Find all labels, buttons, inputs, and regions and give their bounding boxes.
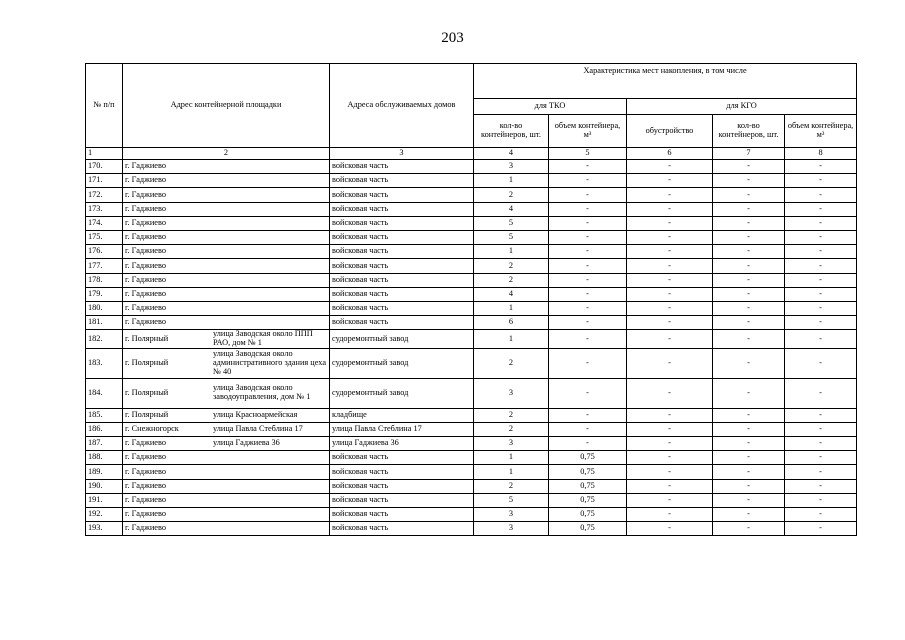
row-number: 178. [86,273,123,287]
column-number: 5 [549,148,627,160]
site-street: улица Заводская около заводоуправления, дом № 1 [213,383,311,402]
site-address [123,408,330,422]
served-houses: войсковая часть [330,316,474,330]
site-address [123,348,330,378]
header-characteristics-group: Характеристика мест накопления, в том числе [474,64,857,99]
kgo-container-volume: - [785,493,857,507]
table-row [86,465,857,479]
kgo-container-count: - [713,479,785,493]
header-tko-group: для ТКО [474,99,627,115]
header-tko-volume: объем контейнера, м³ [549,115,627,148]
site-city: г. Гаджиево [125,480,166,490]
row-number: 191. [86,493,123,507]
kgo-facility: - [627,330,713,348]
site-city: г. Гаджиево [125,189,166,199]
tko-container-volume: - [549,437,627,451]
served-houses: войсковая часть [330,273,474,287]
table-row [86,259,857,273]
served-houses: судоремонтный завод [330,348,474,378]
kgo-container-count: - [713,522,785,536]
served-houses: войсковая часть [330,188,474,202]
served-houses: войсковая часть [330,174,474,188]
row-number: 170. [86,160,123,174]
kgo-container-volume: - [785,160,857,174]
site-address [123,378,330,408]
kgo-facility: - [627,378,713,408]
tko-container-count: 2 [474,259,549,273]
kgo-container-count: - [713,188,785,202]
site-address [123,422,330,436]
table-row [86,422,857,436]
row-number: 174. [86,216,123,230]
tko-container-count: 2 [474,408,549,422]
column-number: 4 [474,148,549,160]
served-houses: войсковая часть [330,479,474,493]
table-row [86,287,857,301]
kgo-container-volume: - [785,202,857,216]
served-houses: улица Павла Стеблина 17 [330,422,474,436]
served-houses: войсковая часть [330,230,474,244]
kgo-container-volume: - [785,479,857,493]
site-city: г. Гаджиево [125,466,166,476]
site-city: г. Гаджиево [125,260,166,270]
table-header [86,64,857,160]
row-number: 185. [86,408,123,422]
tko-container-count: 5 [474,493,549,507]
row-number: 179. [86,287,123,301]
served-houses: войсковая часть [330,301,474,315]
kgo-container-count: - [713,202,785,216]
row-number: 183. [86,348,123,378]
tko-container-volume: - [549,408,627,422]
tko-container-volume: - [549,230,627,244]
tko-container-volume: - [549,287,627,301]
site-address [123,202,330,216]
kgo-container-volume: - [785,507,857,521]
row-number: 190. [86,479,123,493]
tko-container-count: 6 [474,316,549,330]
site-city: г. Гаджиево [125,317,166,327]
column-number-row [86,148,857,160]
site-city: г. Снежногорск [125,424,179,434]
served-houses: войсковая часть [330,522,474,536]
kgo-container-volume: - [785,301,857,315]
kgo-container-volume: - [785,408,857,422]
site-address [123,522,330,536]
site-city: г. Гаджиево [125,303,166,313]
kgo-container-count: - [713,465,785,479]
served-houses: войсковая часть [330,507,474,521]
tko-container-volume: - [549,245,627,259]
tko-container-volume: - [549,188,627,202]
kgo-container-volume: - [785,245,857,259]
kgo-container-count: - [713,330,785,348]
served-houses: улица Гаджиева 36 [330,437,474,451]
row-number: 193. [86,522,123,536]
table-row [86,437,857,451]
site-address [123,451,330,465]
kgo-container-volume: - [785,287,857,301]
site-city: г. Гаджиево [125,203,166,213]
kgo-container-volume: - [785,348,857,378]
kgo-container-volume: - [785,188,857,202]
site-city: г. Полярный [125,333,169,343]
kgo-container-count: - [713,378,785,408]
site-city: г. Гаджиево [125,161,166,171]
tko-container-count: 2 [474,422,549,436]
kgo-container-count: - [713,316,785,330]
header-kgo-group: для КГО [627,99,857,115]
site-city: г. Гаджиево [125,452,166,462]
site-address [123,301,330,315]
row-number: 176. [86,245,123,259]
kgo-container-count: - [713,259,785,273]
table-row [86,188,857,202]
kgo-container-count: - [713,301,785,315]
kgo-facility: - [627,174,713,188]
served-houses: войсковая часть [330,493,474,507]
tko-container-count: 4 [474,202,549,216]
kgo-facility: - [627,522,713,536]
kgo-facility: - [627,287,713,301]
tko-container-count: 2 [474,348,549,378]
table-row [86,230,857,244]
tko-container-volume: 0,75 [549,522,627,536]
site-city: г. Гаджиево [125,495,166,505]
header-col-number: № п/п [86,64,123,148]
served-houses: войсковая часть [330,287,474,301]
kgo-container-volume: - [785,465,857,479]
tko-container-volume: - [549,422,627,436]
row-number: 172. [86,188,123,202]
kgo-facility: - [627,245,713,259]
table-row [86,245,857,259]
table-row [86,408,857,422]
site-address [123,330,330,348]
site-city: г. Гаджиево [125,217,166,227]
served-houses: войсковая часть [330,259,474,273]
tko-container-volume: 0,75 [549,465,627,479]
tko-container-count: 3 [474,437,549,451]
tko-container-count: 1 [474,174,549,188]
kgo-facility: - [627,408,713,422]
table-row [86,330,857,348]
kgo-container-volume: - [785,378,857,408]
served-houses: войсковая часть [330,160,474,174]
tko-container-count: 3 [474,507,549,521]
kgo-container-volume: - [785,316,857,330]
tko-container-volume: 0,75 [549,507,627,521]
row-number: 192. [86,507,123,521]
kgo-facility: - [627,316,713,330]
site-city: г. Гаджиево [125,175,166,185]
header-col-houses-address: Адреса обслуживаемых домов [330,64,474,148]
site-address [123,259,330,273]
site-address [123,174,330,188]
kgo-container-volume: - [785,522,857,536]
row-number: 187. [86,437,123,451]
kgo-facility: - [627,202,713,216]
kgo-facility: - [627,259,713,273]
table-row [86,316,857,330]
site-street: улица Красноармейская [213,409,298,419]
kgo-container-volume: - [785,451,857,465]
site-city: г. Гаджиево [125,274,166,284]
column-number: 7 [713,148,785,160]
column-number: 3 [330,148,474,160]
site-address [123,465,330,479]
table-row [86,301,857,315]
kgo-facility: - [627,437,713,451]
header-kgo-volume: объем контейнера, м³ [785,115,857,148]
container-sites-table [85,63,857,536]
kgo-container-count: - [713,174,785,188]
tko-container-count: 1 [474,330,549,348]
row-number: 182. [86,330,123,348]
row-number: 189. [86,465,123,479]
tko-container-count: 3 [474,378,549,408]
site-address [123,245,330,259]
column-number: 2 [123,148,330,160]
site-street: улица Заводская около ППП РАО, дом № 1 [213,329,313,347]
site-address [123,316,330,330]
table-row [86,522,857,536]
kgo-container-volume: - [785,422,857,436]
kgo-container-count: - [713,507,785,521]
kgo-container-count: - [713,348,785,378]
row-number: 186. [86,422,123,436]
site-city: г. Полярный [125,387,169,397]
table-row [86,451,857,465]
site-address [123,216,330,230]
site-street: улица Заводская около административного здания цеха № 40 [213,349,327,376]
row-number: 177. [86,259,123,273]
tko-container-count: 2 [474,273,549,287]
kgo-facility: - [627,451,713,465]
site-address [123,188,330,202]
tko-container-volume: - [549,301,627,315]
kgo-container-count: - [713,160,785,174]
header-col-site-address: Адрес контейнерной площадки [123,64,330,148]
tko-container-volume: - [549,202,627,216]
tko-container-count: 5 [474,216,549,230]
table-row [86,479,857,493]
table-row [86,174,857,188]
kgo-container-volume: - [785,216,857,230]
tko-container-volume: - [549,216,627,230]
served-houses: судоремонтный завод [330,378,474,408]
column-number: 1 [86,148,123,160]
table-row [86,216,857,230]
kgo-container-volume: - [785,437,857,451]
kgo-container-volume: - [785,230,857,244]
site-address [123,479,330,493]
kgo-container-count: - [713,493,785,507]
kgo-container-count: - [713,422,785,436]
kgo-facility: - [627,160,713,174]
row-number: 171. [86,174,123,188]
page-number: 203 [441,30,464,46]
kgo-container-volume: - [785,174,857,188]
tko-container-volume: - [549,316,627,330]
tko-container-volume: - [549,330,627,348]
tko-container-volume: - [549,160,627,174]
tko-container-count: 2 [474,188,549,202]
tko-container-volume: 0,75 [549,451,627,465]
tko-container-volume: - [549,174,627,188]
kgo-container-count: - [713,437,785,451]
table-row [86,507,857,521]
site-city: г. Гаджиево [125,288,166,298]
header-tko-count: кол-во контейнеров, шт. [474,115,549,148]
table-row [86,378,857,408]
served-houses: войсковая часть [330,202,474,216]
tko-container-volume: - [549,378,627,408]
row-number: 184. [86,378,123,408]
tko-container-count: 4 [474,287,549,301]
kgo-facility: - [627,216,713,230]
kgo-container-count: - [713,230,785,244]
tko-container-count: 3 [474,522,549,536]
kgo-facility: - [627,348,713,378]
column-number: 6 [627,148,713,160]
table-row [86,202,857,216]
kgo-container-count: - [713,451,785,465]
tko-container-count: 3 [474,160,549,174]
tko-container-volume: 0,75 [549,479,627,493]
site-address [123,230,330,244]
site-city: г. Полярный [125,357,169,367]
served-houses: войсковая часть [330,465,474,479]
kgo-facility: - [627,273,713,287]
table-row [86,493,857,507]
kgo-facility: - [627,188,713,202]
kgo-facility: - [627,479,713,493]
site-address [123,437,330,451]
kgo-container-count: - [713,273,785,287]
tko-container-count: 1 [474,301,549,315]
row-number: 173. [86,202,123,216]
kgo-container-count: - [713,216,785,230]
site-address [123,160,330,174]
row-number: 188. [86,451,123,465]
site-city: г. Гаджиево [125,232,166,242]
kgo-facility: - [627,507,713,521]
site-address [123,493,330,507]
served-houses: кладбище [330,408,474,422]
served-houses: войсковая часть [330,245,474,259]
site-city: г. Полярный [125,409,169,419]
kgo-facility: - [627,301,713,315]
site-street: улица Гаджиева 36 [213,438,280,448]
served-houses: войсковая часть [330,451,474,465]
tko-container-count: 2 [474,479,549,493]
site-city: г. Гаджиево [125,509,166,519]
site-city: г. Гаджиево [125,438,166,448]
tko-container-volume: - [549,259,627,273]
tko-container-count: 1 [474,451,549,465]
header-kgo-count: кол-во контейнеров, шт. [713,115,785,148]
row-number: 180. [86,301,123,315]
site-city: г. Гаджиево [125,246,166,256]
served-houses: судоремонтный завод [330,330,474,348]
tko-container-count: 1 [474,465,549,479]
kgo-facility: - [627,230,713,244]
table-row [86,348,857,378]
tko-container-volume: - [549,273,627,287]
kgo-container-volume: - [785,330,857,348]
kgo-facility: - [627,493,713,507]
site-street: улица Павла Стеблина 17 [213,424,303,434]
table-row [86,273,857,287]
site-address [123,287,330,301]
table-body [86,160,857,536]
served-houses: войсковая часть [330,216,474,230]
kgo-container-count: - [713,245,785,259]
site-city: г. Гаджиево [125,523,166,533]
tko-container-volume: - [549,348,627,378]
kgo-facility: - [627,465,713,479]
tko-container-count: 5 [474,230,549,244]
kgo-container-volume: - [785,273,857,287]
kgo-facility: - [627,422,713,436]
row-number: 181. [86,316,123,330]
kgo-container-count: - [713,287,785,301]
kgo-container-volume: - [785,259,857,273]
tko-container-volume: 0,75 [549,493,627,507]
header-kgo-facility: обустройство [627,115,713,148]
kgo-container-count: - [713,408,785,422]
site-address [123,273,330,287]
column-number: 8 [785,148,857,160]
tko-container-count: 1 [474,245,549,259]
row-number: 175. [86,230,123,244]
table-row [86,160,857,174]
site-address [123,507,330,521]
